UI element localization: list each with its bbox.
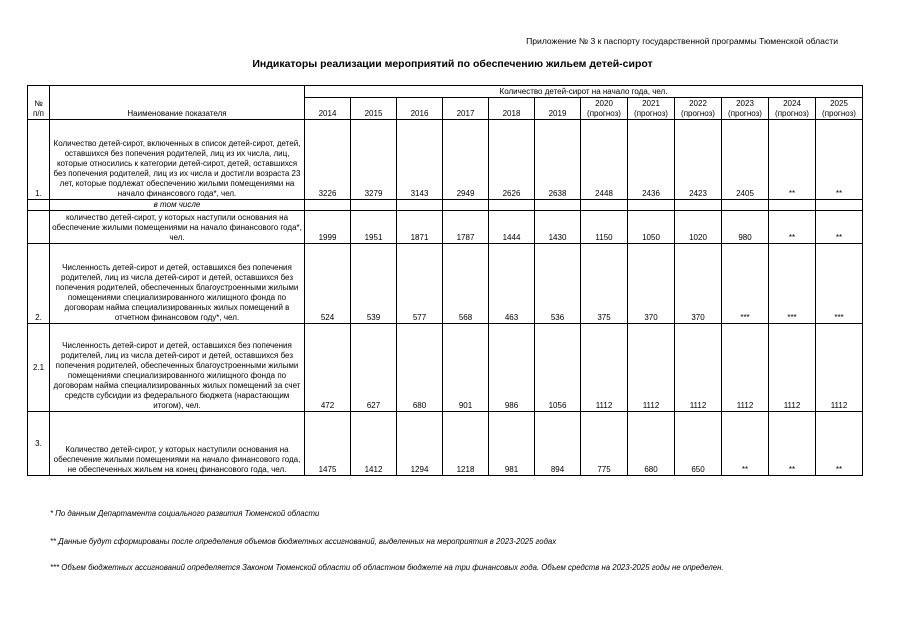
year-header: 2024 (прогноз) — [769, 98, 816, 120]
value-cell: 2626 — [489, 120, 535, 200]
value-cell: 472 — [305, 324, 351, 412]
value-cell: 536 — [535, 244, 581, 324]
value-cell: 463 — [489, 244, 535, 324]
year-header: 2021 (прогноз) — [628, 98, 675, 120]
value-cell: 627 — [351, 324, 397, 412]
empty-cell — [581, 200, 628, 211]
value-cell: 577 — [397, 244, 443, 324]
year-header: 2020 (прогноз) — [581, 98, 628, 120]
value-cell: 680 — [628, 412, 675, 476]
value-cell: 1050 — [628, 211, 675, 244]
value-cell: 1112 — [581, 324, 628, 412]
empty-cell — [305, 200, 351, 211]
table-row — [28, 211, 863, 244]
value-cell: 2949 — [443, 120, 489, 200]
value-cell: 370 — [675, 244, 722, 324]
table-row — [28, 412, 863, 476]
value-cell: 680 — [397, 324, 443, 412]
value-cell: ** — [769, 120, 816, 200]
footnote-1: * По данным Департамента социального развития Тюменской области — [50, 509, 320, 518]
value-cell: 539 — [351, 244, 397, 324]
value-cell: 2423 — [675, 120, 722, 200]
appendix-note: Приложение № 3 к паспорту государственной программы Тюменской области — [526, 36, 838, 46]
value-cell: *** — [816, 244, 863, 324]
indicator-name: Численность детей-сирот и детей, оставшихся без попечения родителей, лиц из числа детей-сирот и детей, оставшихся без попечения родителей, обеспеченных благоустроенными жилыми помещениями специализированного жилищного фонда по договорам найма специализированных жилых помещений за счет средств субсидии из федерального бюджета (нарастающим итогом), чел. — [50, 324, 305, 412]
value-cell: 1475 — [305, 412, 351, 476]
table-row — [28, 120, 863, 200]
empty-cell — [722, 200, 769, 211]
value-cell: 1999 — [305, 211, 351, 244]
year-header: 2018 — [489, 98, 535, 120]
row-number: 3. — [28, 412, 50, 476]
including-label: в том числе — [50, 200, 305, 211]
row-number — [28, 211, 50, 244]
empty-cell — [351, 200, 397, 211]
indicator-name: Количество детей-сирот, у которых наступили основания на обеспечение жилыми помещениями на начало финансового года, не обеспеченных жильем на конец финансового года, чел. — [50, 412, 305, 476]
value-cell: ** — [816, 211, 863, 244]
table-row — [28, 244, 863, 324]
value-cell: 375 — [581, 244, 628, 324]
value-cell: ** — [816, 412, 863, 476]
year-header: 2016 — [397, 98, 443, 120]
empty-cell — [397, 200, 443, 211]
value-cell: 1871 — [397, 211, 443, 244]
value-cell: 981 — [489, 412, 535, 476]
year-header: 2023 (прогноз) — [722, 98, 769, 120]
year-header: 2017 — [443, 98, 489, 120]
value-cell: ** — [769, 412, 816, 476]
year-header: 2014 — [305, 98, 351, 120]
indicators-table — [27, 85, 863, 476]
value-cell: 980 — [722, 211, 769, 244]
empty-cell — [675, 200, 722, 211]
value-cell: 1112 — [769, 324, 816, 412]
value-cell: *** — [769, 244, 816, 324]
value-cell: 1112 — [675, 324, 722, 412]
empty-cell — [628, 200, 675, 211]
row-number — [28, 200, 50, 211]
value-cell: 3143 — [397, 120, 443, 200]
value-cell: 2436 — [628, 120, 675, 200]
value-cell: 2405 — [722, 120, 769, 200]
page-title: Индикаторы реализации мероприятий по обеспечению жильем детей-сирот — [252, 58, 653, 70]
value-cell: ** — [816, 120, 863, 200]
empty-cell — [816, 200, 863, 211]
footnote-2: ** Данные будут сформированы после определения объемов бюджетных ассигнований, выделенных на мероприятия в 2023-2025 годах — [50, 537, 557, 546]
value-cell: 775 — [581, 412, 628, 476]
value-cell: 1112 — [816, 324, 863, 412]
value-cell: 1056 — [535, 324, 581, 412]
value-cell: 3279 — [351, 120, 397, 200]
value-cell: 1444 — [489, 211, 535, 244]
value-cell: 1020 — [675, 211, 722, 244]
empty-cell — [535, 200, 581, 211]
value-cell: ** — [722, 412, 769, 476]
table-row — [28, 324, 863, 412]
col-name-header: Наименование показателя — [50, 86, 305, 120]
value-cell: 986 — [489, 324, 535, 412]
value-cell: 1951 — [351, 211, 397, 244]
row-number: 2. — [28, 244, 50, 324]
value-cell: 894 — [535, 412, 581, 476]
value-cell: 1412 — [351, 412, 397, 476]
value-cell: *** — [722, 244, 769, 324]
year-header: 2022 (прогноз) — [675, 98, 722, 120]
group-header: Количество детей-сирот на начало года, чел. — [305, 86, 863, 98]
value-cell: 1430 — [535, 211, 581, 244]
row-number: 1. — [28, 120, 50, 200]
value-cell: 650 — [675, 412, 722, 476]
empty-cell — [489, 200, 535, 211]
value-cell: 1112 — [628, 324, 675, 412]
value-cell: 1787 — [443, 211, 489, 244]
value-cell: 1218 — [443, 412, 489, 476]
value-cell: 568 — [443, 244, 489, 324]
empty-cell — [769, 200, 816, 211]
indicator-name: Количество детей-сирот, включенных в список детей-сирот, детей, оставшихся без попечения родителей, лиц из их числа, лиц, которые относились к категории детей-сирот, детей, оставшихся без попечения родителей, лиц из их числа и достигли возраста 23 лет, которые подлежат обеспечению жилыми помещениями на начало финансового года*, чел. — [50, 120, 305, 200]
year-header: 2015 — [351, 98, 397, 120]
value-cell: 524 — [305, 244, 351, 324]
table-row — [28, 200, 863, 211]
col-num-header: № п/п — [28, 86, 50, 120]
footnote-3: *** Объем бюджетных ассигнований определяется Законом Тюменской области об областном бюджете на три финансовых года. Объем средств на 2023-2025 годы не определен. — [50, 563, 724, 572]
year-header: 2025 (прогноз) — [816, 98, 863, 120]
year-header: 2019 — [535, 98, 581, 120]
value-cell: 901 — [443, 324, 489, 412]
value-cell: 370 — [628, 244, 675, 324]
indicator-name: количество детей-сирот, у которых наступили основания на обеспечение жилыми помещениями на начало финансового года*, чел. — [50, 211, 305, 244]
value-cell: 1112 — [722, 324, 769, 412]
value-cell: 3226 — [305, 120, 351, 200]
value-cell: 1150 — [581, 211, 628, 244]
value-cell: 2638 — [535, 120, 581, 200]
indicator-name: Численность детей-сирот и детей, оставшихся без попечения родителей, лиц из числа детей-сирот и детей, оставшихся без попечения родителей, обеспеченных благоустроенными жилыми помещениями специализированного жилищного фонда по договорам найма специализированных жилых помещений в отчетном финансовом году*, чел. — [50, 244, 305, 324]
value-cell: 2448 — [581, 120, 628, 200]
empty-cell — [443, 200, 489, 211]
row-number: 2.1 — [28, 324, 50, 412]
value-cell: 1294 — [397, 412, 443, 476]
value-cell: ** — [769, 211, 816, 244]
